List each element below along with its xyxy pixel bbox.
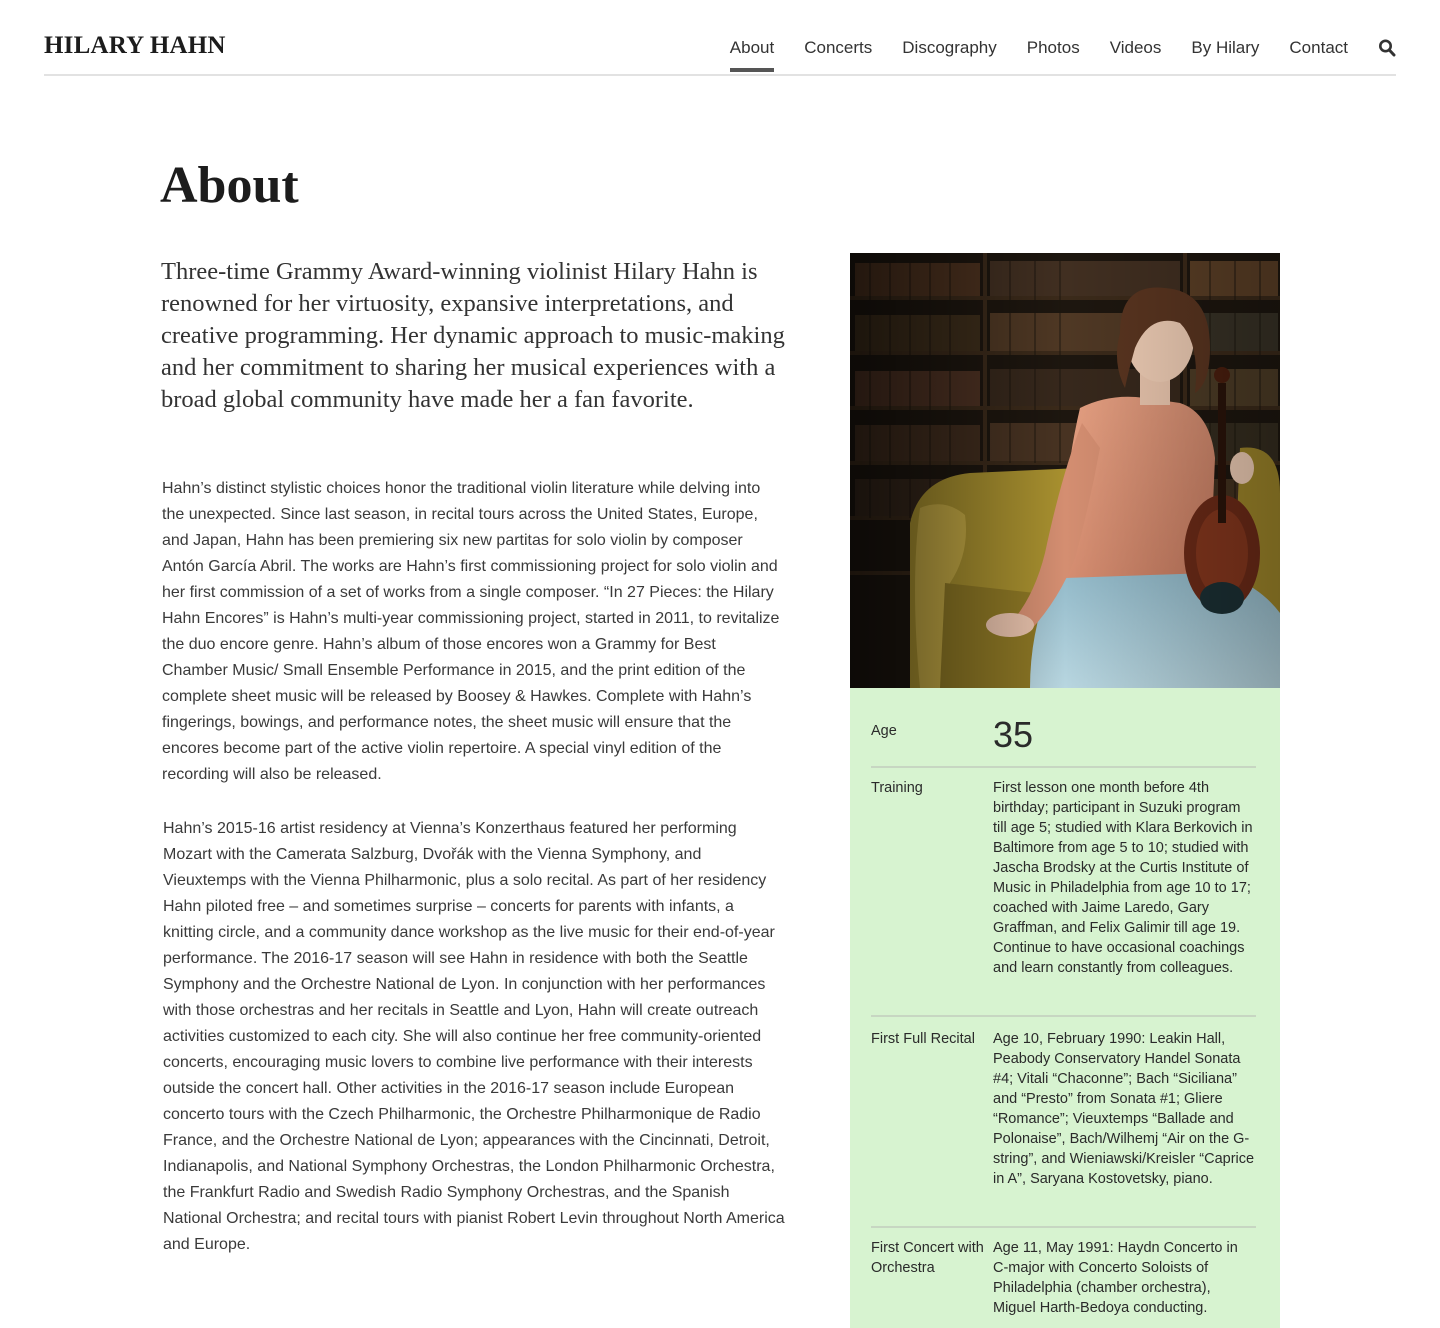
fact-label: First Concert with Orchestra bbox=[871, 1240, 984, 1276]
body-paragraph-1: Hahn’s distinct stylistic choices honor the traditional violin literature while delving into the unexpected. Since last season, in recital tours across the United States, Europe, and Japan, Hahn has been premiering six new partitas for solo violin by composer Antón García Abril. The works are Hahn’s first commissioning project for solo violin and her first commission of a set of works from a single composer. “In 27 Pieces: the Hilary Hahn Encores” is Hahn’s multi-year commissioning project, started in 2011, to revitalize the duo encore genre. Hahn’s album of those encores won a Grammy for Best Chamber Music/ Small Ensemble Performance in 2015, and the print edition of the complete sheet music will be released by Boosey & Hawkes. Complete with Hahn’s fingerings, bowings, and performance notes, the sheet music will ensure that the encores become part of the active violin repertoire. A special vinyl edition of the recording will also be released. bbox=[162, 480, 780, 783]
fact-label: Training bbox=[871, 780, 923, 796]
nav-item-videos[interactable]: Videos bbox=[1109, 38, 1162, 57]
page-title: About bbox=[160, 157, 299, 214]
nav-item-about[interactable]: About bbox=[729, 38, 775, 57]
bio-sidebar bbox=[850, 253, 1280, 1328]
site-header bbox=[44, 0, 1396, 76]
fact-value: Age 10, February 1990: Leakin Hall, Peabody Conservatory Handel Sonata #4; Vitali “Chaconne”; Bach “Siciliana” and “Presto” from Sonata #1; Gliere “Romance”; Vieuxtemps “Ballade and Polonaise”, Bach/Wilhemj “Air on the G-string”, and Wieniawski/Kreisler “Caprice in A”, Saryana Kostovetsky, piano. bbox=[993, 1031, 1255, 1187]
lead-paragraph: Three-time Grammy Award-winning violinist Hilary Hahn is renowned for her virtuosity, expansive interpretations, and creative programming. Her dynamic approach to music-making and her commitment to sharing her musical experiences with a broad global community have made her a fan favorite. bbox=[161, 258, 785, 413]
fact-value: First lesson one month before 4th birthday; participant in Suzuki program till age 5; studied with Klara Berkovich in Baltimore from age 5 to 10; studied with Jascha Brodsky at the Curtis Institute of Music in Philadelphia from age 10 to 17; coached with Jaime Laredo, Gary Graffman, and Felix Galimir till age 19. Continue to have occasional coachings and learn constantly from colleagues. bbox=[993, 780, 1253, 976]
fact-value: 35 bbox=[993, 714, 1034, 755]
portrait-photo bbox=[850, 253, 1280, 688]
nav-item-photos[interactable]: Photos bbox=[1026, 38, 1080, 57]
facts-panel bbox=[850, 688, 1280, 1328]
site-logo[interactable]: HILARY HAHN bbox=[44, 32, 226, 59]
fact-label: First Full Recital bbox=[871, 1031, 975, 1047]
nav-item-discography[interactable]: Discography bbox=[902, 38, 997, 57]
fact-row-first-recital bbox=[871, 1017, 1256, 1228]
nav-item-concerts[interactable]: Concerts bbox=[804, 38, 873, 57]
body-paragraph-2: Hahn’s 2015-16 artist residency at Vienna’s Konzerthaus featured her performing Mozart with the Camerata Salzburg, Dvořák with the Vienna Symphony, and Vieuxtemps with the Vienna Philharmonic, plus a solo recital. As part of her residency Hahn piloted free – and sometimes surprise – concerts for parents with infants, a knitting circle, and a community dance workshop as the live music for their end-of-year performance. The 2016-17 season will see Hahn in residence with both the Seattle Symphony and the Orchestre National de Lyon. In conjunction with her performances with those orchestras and her recitals in Seattle and Lyon, Hahn will create outreach activities customized to each city. She will also continue her free community-oriented concerts, encouraging music lovers to combine live performance with their interests outside the concert hall. Other activities in the 2016-17 season include European concerto tours with the Czech Philharmonic, the Orchestre Philharmonique de Radio France, and the Orchestre National de Lyon; appearances with the Cincinnati, Detroit, Indianapolis, and National Symphony Orchestras, the London Philharmonic Orchestra, the Frankfurt Radio and Swedish Radio Symphony Orchestras, and the Spanish National Orchestra; and recital tours with pianist Robert Levin throughout North America and Europe. bbox=[163, 820, 785, 1253]
fact-label: Age bbox=[871, 723, 897, 739]
nav-item-contact[interactable]: Contact bbox=[1289, 38, 1348, 57]
main-nav bbox=[700, 0, 1396, 74]
fact-row-training bbox=[871, 768, 1256, 1017]
fact-value: Age 11, May 1991: Haydn Concerto in C-major with Concerto Soloists of Philadelphia (chamber orchestra), Miguel Harth-Bedoya conducting. bbox=[993, 1240, 1238, 1316]
fact-row-first-concert bbox=[871, 1228, 1256, 1318]
search-icon[interactable] bbox=[1378, 38, 1396, 58]
nav-item-by-hilary[interactable]: By Hilary bbox=[1191, 38, 1260, 57]
fact-row-age bbox=[871, 688, 1256, 768]
